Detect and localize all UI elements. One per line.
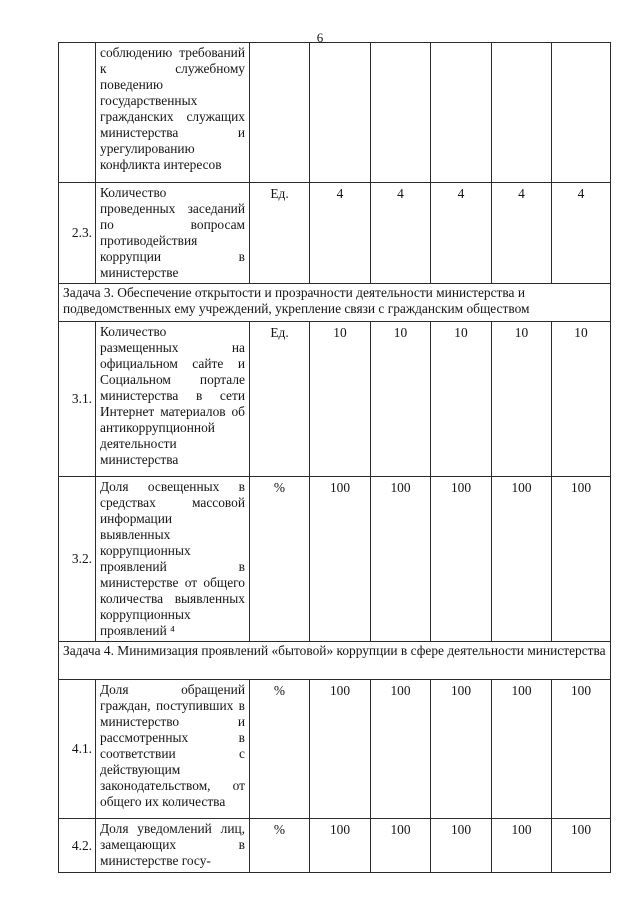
unit-cell: Ед. [250, 322, 310, 477]
row-number: 3.2. [59, 477, 96, 642]
table-row [59, 322, 611, 477]
value-cell [552, 43, 611, 183]
row-number: 4.1. [59, 680, 96, 819]
indicators-table [58, 42, 611, 873]
task-row [59, 642, 611, 680]
task-heading: Задача 4. Минимизация проявлений «бытовой» коррупции в сфере деятельности министерства [59, 642, 611, 680]
value-cell: 4 [552, 183, 611, 284]
row-number: 3.1. [59, 322, 96, 477]
value-cell: 100 [431, 477, 492, 642]
row-number [59, 43, 96, 183]
table-row [59, 43, 611, 183]
indicator-name: Количество размещенных на официальном сайте и Социальном портале министерства в сети Интернет материалов об антикоррупционной деятельности министерства [96, 322, 250, 477]
value-cell: 100 [492, 477, 552, 642]
indicator-name: Доля уведомлений лиц, замещающих в министерстве госу- [96, 819, 250, 873]
table-row [59, 183, 611, 284]
value-cell: 100 [371, 477, 431, 642]
indicator-name: Количество проведенных заседаний по вопросам противодействия коррупции в министерстве [96, 183, 250, 284]
value-cell: 100 [492, 819, 552, 873]
unit-cell: % [250, 477, 310, 642]
row-number: 2.3. [59, 183, 96, 284]
value-cell: 4 [371, 183, 431, 284]
task-heading: Задача 3. Обеспечение открытости и прозрачности деятельности министерства и подведомственных ему учреждений, укрепление связи с гражданским обществом [59, 284, 611, 322]
table-row [59, 477, 611, 642]
value-cell: 4 [431, 183, 492, 284]
value-cell: 10 [310, 322, 371, 477]
value-cell: 100 [431, 680, 492, 819]
value-cell: 100 [552, 680, 611, 819]
unit-cell: Ед. [250, 183, 310, 284]
value-cell: 10 [492, 322, 552, 477]
indicator-name: соблюдению требований к служебному поведению государственных гражданских служащих министерства и урегулированию конфликта интересов [96, 43, 250, 183]
indicator-name: Доля освещенных в средствах массовой информации выявленных коррупционных проявлений в министерстве от общего количества выявленных коррупционных проявлений ⁴ [96, 477, 250, 642]
unit-cell: % [250, 819, 310, 873]
indicator-name: Доля обращений граждан, поступивших в министерство и рассмотренных в соответствии с действующим законодательством, от общего их количества [96, 680, 250, 819]
value-cell [310, 43, 371, 183]
value-cell: 100 [552, 477, 611, 642]
value-cell [431, 43, 492, 183]
table-row [59, 819, 611, 873]
value-cell: 100 [371, 680, 431, 819]
value-cell: 100 [310, 819, 371, 873]
page-number: 6 [316, 30, 324, 45]
value-cell [492, 43, 552, 183]
value-cell: 4 [310, 183, 371, 284]
task-row [59, 284, 611, 322]
value-cell: 100 [431, 819, 492, 873]
value-cell: 100 [552, 819, 611, 873]
unit-cell: % [250, 680, 310, 819]
value-cell: 100 [310, 477, 371, 642]
value-cell [371, 43, 431, 183]
table-row [59, 680, 611, 819]
unit-cell [250, 43, 310, 183]
value-cell: 100 [371, 819, 431, 873]
value-cell: 4 [492, 183, 552, 284]
value-cell: 10 [371, 322, 431, 477]
value-cell: 10 [552, 322, 611, 477]
value-cell: 10 [431, 322, 492, 477]
value-cell: 100 [492, 680, 552, 819]
value-cell: 100 [310, 680, 371, 819]
row-number: 4.2. [59, 819, 96, 873]
